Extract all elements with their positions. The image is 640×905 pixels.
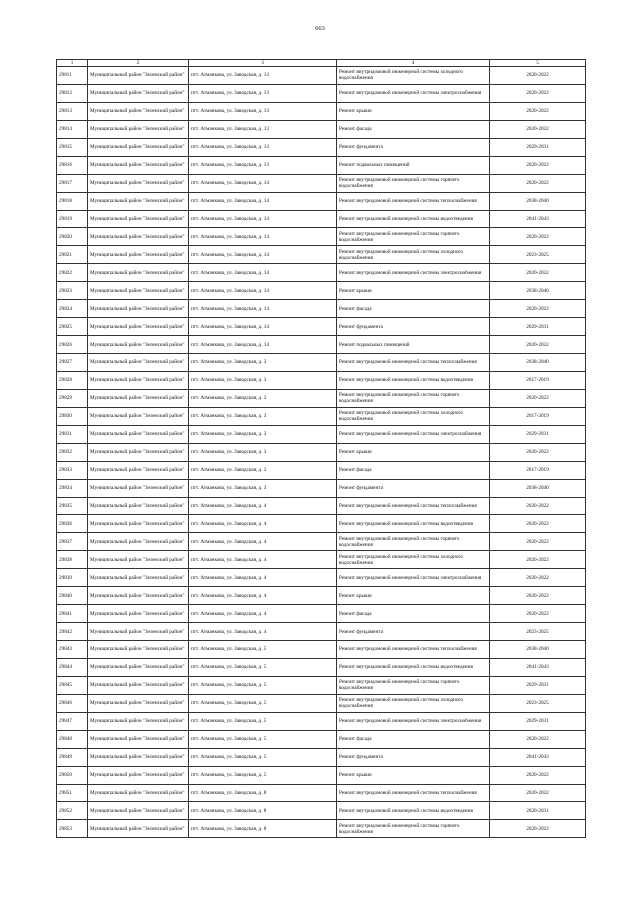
row-number-cell: 29841 bbox=[57, 605, 88, 623]
work-type-cell: Ремонт фундамента bbox=[337, 479, 490, 497]
work-type-cell: Ремонт внутридомовой инженерной системы водоотведения bbox=[337, 515, 490, 533]
work-type-cell: Ремонт внутридомовой инженерной системы горячего водоснабжения bbox=[337, 228, 490, 246]
work-type-cell: Ремонт подвальных помещений bbox=[337, 336, 490, 354]
table-row bbox=[57, 246, 586, 264]
row-number-cell: 29824 bbox=[57, 300, 88, 318]
address-cell: пгт. Атманкова, ул. Заводская, д. 4 bbox=[189, 569, 337, 587]
work-type-cell: Ремонт внутридомовой инженерной системы горячего водоснабжения bbox=[337, 676, 490, 694]
header-row bbox=[57, 60, 586, 67]
table-row bbox=[57, 389, 586, 407]
municipality-cell: Муниципальный район "Зеленский район" bbox=[88, 551, 189, 569]
work-type-cell: Ремонт подвальных помещений bbox=[337, 156, 490, 174]
municipality-cell: Муниципальный район "Зеленский район" bbox=[88, 730, 189, 748]
work-type-cell: Ремонт внутридомовой инженерной системы электроснабжения bbox=[337, 84, 490, 102]
work-type-cell: Ремонт крыши bbox=[337, 443, 490, 461]
address-cell: пгт. Атманкова, ул. Заводская, д. 3 bbox=[189, 407, 337, 425]
row-number-cell: 29853 bbox=[57, 820, 88, 838]
period-cell: 2029-2031 bbox=[490, 676, 586, 694]
work-type-cell: Ремонт внутридомовой инженерной системы теплоснабжения bbox=[337, 354, 490, 372]
table-row bbox=[57, 605, 586, 623]
address-cell: пгт. Атманкова, ул. Заводская, д. 13 bbox=[189, 84, 337, 102]
row-number-cell: 29834 bbox=[57, 479, 88, 497]
table-row bbox=[57, 694, 586, 712]
municipality-cell: Муниципальный район "Зеленский район" bbox=[88, 300, 189, 318]
period-cell: 2020-2022 bbox=[490, 84, 586, 102]
table-row bbox=[57, 174, 586, 192]
column-header-1: 1 bbox=[57, 60, 88, 67]
row-number-cell: 29813 bbox=[57, 102, 88, 120]
table-row bbox=[57, 551, 586, 569]
work-type-cell: Ремонт фасада bbox=[337, 605, 490, 623]
work-type-cell: Ремонт внутридомовой инженерной системы теплоснабжения bbox=[337, 192, 490, 210]
period-cell: 2017-2019 bbox=[490, 371, 586, 389]
municipality-cell: Муниципальный район "Зеленский район" bbox=[88, 569, 189, 587]
work-type-cell: Ремонт фундамента bbox=[337, 623, 490, 641]
work-type-cell: Ремонт внутридомовой инженерной системы холодного водоснабжения bbox=[337, 246, 490, 264]
capital-repair-table bbox=[56, 59, 586, 838]
municipality-cell: Муниципальный район "Зеленский район" bbox=[88, 443, 189, 461]
row-number-cell: 29842 bbox=[57, 623, 88, 641]
row-number-cell: 29820 bbox=[57, 228, 88, 246]
table-row bbox=[57, 515, 586, 533]
table-row bbox=[57, 264, 586, 282]
row-number-cell: 29829 bbox=[57, 389, 88, 407]
row-number-cell: 29823 bbox=[57, 282, 88, 300]
municipality-cell: Муниципальный район "Зеленский район" bbox=[88, 156, 189, 174]
municipality-cell: Муниципальный район "Зеленский район" bbox=[88, 712, 189, 730]
work-type-cell: Ремонт внутридомовой инженерной системы теплоснабжения bbox=[337, 497, 490, 515]
address-cell: пгт. Атманкова, ул. Заводская, д. 14 bbox=[189, 300, 337, 318]
period-cell: 2020-2022 bbox=[490, 587, 586, 605]
municipality-cell: Муниципальный район "Зеленский район" bbox=[88, 658, 189, 676]
row-number-cell: 29817 bbox=[57, 174, 88, 192]
period-cell: 2017-2019 bbox=[490, 461, 586, 479]
address-cell: пгт. Атманкова, ул. Заводская, д. 13 bbox=[189, 156, 337, 174]
work-type-cell: Ремонт фундамента bbox=[337, 318, 490, 336]
address-cell: пгт. Атманкова, ул. Заводская, д. 14 bbox=[189, 282, 337, 300]
table-row bbox=[57, 623, 586, 641]
municipality-cell: Муниципальный район "Зеленский район" bbox=[88, 497, 189, 515]
municipality-cell: Муниципальный район "Зеленский район" bbox=[88, 425, 189, 443]
municipality-cell: Муниципальный район "Зеленский район" bbox=[88, 120, 189, 138]
table-row bbox=[57, 84, 586, 102]
table-row bbox=[57, 67, 586, 85]
table-row bbox=[57, 641, 586, 659]
period-cell: 2017-2019 bbox=[490, 407, 586, 425]
municipality-cell: Муниципальный район "Зеленский район" bbox=[88, 174, 189, 192]
table-row bbox=[57, 228, 586, 246]
period-cell: 2038-2040 bbox=[490, 282, 586, 300]
municipality-cell: Муниципальный район "Зеленский район" bbox=[88, 676, 189, 694]
work-type-cell: Ремонт внутридомовой инженерной системы водоотведения bbox=[337, 371, 490, 389]
period-cell: 2038-2040 bbox=[490, 192, 586, 210]
table-row bbox=[57, 102, 586, 120]
address-cell: пгт. Атманкова, ул. Заводская, д. 3 bbox=[189, 371, 337, 389]
work-type-cell: Ремонт крыши bbox=[337, 587, 490, 605]
period-cell: 2023-2025 bbox=[490, 623, 586, 641]
address-cell: пгт. Атманкова, ул. Заводская, д. 5 bbox=[189, 694, 337, 712]
work-type-cell: Ремонт крыши bbox=[337, 282, 490, 300]
municipality-cell: Муниципальный район "Зеленский район" bbox=[88, 264, 189, 282]
table-row bbox=[57, 766, 586, 784]
work-type-cell: Ремонт внутридомовой инженерной системы электроснабжения bbox=[337, 569, 490, 587]
table-row bbox=[57, 354, 586, 372]
municipality-cell: Муниципальный район "Зеленский район" bbox=[88, 138, 189, 156]
work-type-cell: Ремонт внутридомовой инженерной системы электроснабжения bbox=[337, 264, 490, 282]
table-row bbox=[57, 676, 586, 694]
municipality-cell: Муниципальный район "Зеленский район" bbox=[88, 318, 189, 336]
work-type-cell: Ремонт внутридомовой инженерной системы теплоснабжения bbox=[337, 641, 490, 659]
municipality-cell: Муниципальный район "Зеленский район" bbox=[88, 407, 189, 425]
municipality-cell: Муниципальный район "Зеленский район" bbox=[88, 282, 189, 300]
row-number-cell: 29837 bbox=[57, 533, 88, 551]
period-cell: 2020-2022 bbox=[490, 120, 586, 138]
row-number-cell: 29852 bbox=[57, 802, 88, 820]
page-number: 663 bbox=[315, 25, 325, 32]
municipality-cell: Муниципальный район "Зеленский район" bbox=[88, 246, 189, 264]
work-type-cell: Ремонт внутридомовой инженерной системы горячего водоснабжения bbox=[337, 533, 490, 551]
address-cell: пгт. Атманкова, ул. Заводская, д. 14 bbox=[189, 246, 337, 264]
period-cell: 2020-2022 bbox=[490, 497, 586, 515]
row-number-cell: 29844 bbox=[57, 658, 88, 676]
address-cell: пгт. Атманкова, ул. Заводская, д. 4 bbox=[189, 623, 337, 641]
period-cell: 2020-2022 bbox=[490, 820, 586, 838]
period-cell: 2029-2031 bbox=[490, 425, 586, 443]
row-number-cell: 29843 bbox=[57, 641, 88, 659]
address-cell: пгт. Атманкова, ул. Заводская, д. 5 bbox=[189, 748, 337, 766]
work-type-cell: Ремонт фасада bbox=[337, 300, 490, 318]
work-type-cell: Ремонт фундамента bbox=[337, 138, 490, 156]
address-cell: пгт. Атманкова, ул. Заводская, д. 5 bbox=[189, 658, 337, 676]
row-number-cell: 29814 bbox=[57, 120, 88, 138]
row-number-cell: 29818 bbox=[57, 192, 88, 210]
row-number-cell: 29845 bbox=[57, 676, 88, 694]
period-cell: 2020-2022 bbox=[490, 551, 586, 569]
row-number-cell: 29846 bbox=[57, 694, 88, 712]
row-number-cell: 29825 bbox=[57, 318, 88, 336]
municipality-cell: Муниципальный район "Зеленский район" bbox=[88, 515, 189, 533]
work-type-cell: Ремонт фасада bbox=[337, 120, 490, 138]
period-cell: 2020-2022 bbox=[490, 156, 586, 174]
address-cell: пгт. Атманкова, ул. Заводская, д. 4 bbox=[189, 515, 337, 533]
period-cell: 2038-2040 bbox=[490, 641, 586, 659]
address-cell: пгт. Атманкова, ул. Заводская, д. 5 bbox=[189, 766, 337, 784]
work-type-cell: Ремонт крыши bbox=[337, 102, 490, 120]
address-cell: пгт. Атманкова, ул. Заводская, д. 14 bbox=[189, 336, 337, 354]
work-type-cell: Ремонт внутридомовой инженерной системы электроснабжения bbox=[337, 425, 490, 443]
work-type-cell: Ремонт внутридомовой инженерной системы водоотведения bbox=[337, 210, 490, 228]
table-row bbox=[57, 210, 586, 228]
work-type-cell: Ремонт фасада bbox=[337, 730, 490, 748]
row-number-cell: 29839 bbox=[57, 569, 88, 587]
address-cell: пгт. Атманкова, ул. Заводская, д. 3 bbox=[189, 479, 337, 497]
municipality-cell: Муниципальный район "Зеленский район" bbox=[88, 748, 189, 766]
row-number-cell: 29822 bbox=[57, 264, 88, 282]
period-cell: 2020-2022 bbox=[490, 264, 586, 282]
period-cell: 2020-2022 bbox=[490, 389, 586, 407]
period-cell: 2041-2043 bbox=[490, 210, 586, 228]
period-cell: 2023-2025 bbox=[490, 694, 586, 712]
work-type-cell: Ремонт внутридомовой инженерной системы холодного водоснабжения bbox=[337, 694, 490, 712]
address-cell: пгт. Атманкова, ул. Заводская, д. 14 bbox=[189, 192, 337, 210]
table-row bbox=[57, 479, 586, 497]
period-cell: 2020-2022 bbox=[490, 730, 586, 748]
row-number-cell: 29848 bbox=[57, 730, 88, 748]
period-cell: 2041-2043 bbox=[490, 658, 586, 676]
address-cell: пгт. Атманкова, ул. Заводская, д. 4 bbox=[189, 497, 337, 515]
municipality-cell: Муниципальный район "Зеленский район" bbox=[88, 67, 189, 85]
column-header-3: 3 bbox=[189, 60, 337, 67]
period-cell: 2020-2022 bbox=[490, 443, 586, 461]
row-number-cell: 29833 bbox=[57, 461, 88, 479]
period-cell: 2041-2043 bbox=[490, 748, 586, 766]
table-body bbox=[57, 67, 586, 838]
work-type-cell: Ремонт фасада bbox=[337, 461, 490, 479]
address-cell: пгт. Атманкова, ул. Заводская, д. 5 bbox=[189, 730, 337, 748]
work-type-cell: Ремонт внутридомовой инженерной системы горячего водоснабжения bbox=[337, 820, 490, 838]
row-number-cell: 29836 bbox=[57, 515, 88, 533]
municipality-cell: Муниципальный район "Зеленский район" bbox=[88, 694, 189, 712]
municipality-cell: Муниципальный район "Зеленский район" bbox=[88, 605, 189, 623]
address-cell: пгт. Атманкова, ул. Заводская, д. 4 bbox=[189, 551, 337, 569]
work-type-cell: Ремонт внутридомовой инженерной системы холодного водоснабжения bbox=[337, 407, 490, 425]
work-type-cell: Ремонт фундамента bbox=[337, 748, 490, 766]
address-cell: пгт. Атманкова, ул. Заводская, д. 13 bbox=[189, 138, 337, 156]
address-cell: пгт. Атманкова, ул. Заводская, д. 14 bbox=[189, 264, 337, 282]
period-cell: 2020-2031 bbox=[490, 802, 586, 820]
address-cell: пгт. Атманкова, ул. Заводская, д. 14 bbox=[189, 228, 337, 246]
period-cell: 2020-2022 bbox=[490, 784, 586, 802]
table-row bbox=[57, 802, 586, 820]
table-row bbox=[57, 748, 586, 766]
address-cell: пгт. Атманкова, ул. Заводская, д. 5 bbox=[189, 712, 337, 730]
table-row bbox=[57, 156, 586, 174]
table-header bbox=[57, 60, 586, 67]
address-cell: пгт. Атманкова, ул. Заводская, д. 8 bbox=[189, 784, 337, 802]
address-cell: пгт. Атманкова, ул. Заводская, д. 3 bbox=[189, 425, 337, 443]
municipality-cell: Муниципальный район "Зеленский район" bbox=[88, 84, 189, 102]
work-type-cell: Ремонт внутридомовой инженерной системы холодного водоснабжения bbox=[337, 67, 490, 85]
table-row bbox=[57, 461, 586, 479]
work-type-cell: Ремонт внутридомовой инженерной системы электроснабжения bbox=[337, 712, 490, 730]
table-row bbox=[57, 300, 586, 318]
period-cell: 2038-2040 bbox=[490, 479, 586, 497]
period-cell: 2038-2040 bbox=[490, 354, 586, 372]
table-row bbox=[57, 336, 586, 354]
table-row bbox=[57, 407, 586, 425]
row-number-cell: 29832 bbox=[57, 443, 88, 461]
table-row bbox=[57, 425, 586, 443]
municipality-cell: Муниципальный район "Зеленский район" bbox=[88, 461, 189, 479]
row-number-cell: 29812 bbox=[57, 84, 88, 102]
municipality-cell: Муниципальный район "Зеленский район" bbox=[88, 820, 189, 838]
period-cell: 2020-2022 bbox=[490, 300, 586, 318]
work-type-cell: Ремонт внутридомовой инженерной системы горячего водоснабжения bbox=[337, 174, 490, 192]
work-type-cell: Ремонт крыши bbox=[337, 766, 490, 784]
address-cell: пгт. Атманкова, ул. Заводская, д. 13 bbox=[189, 120, 337, 138]
municipality-cell: Муниципальный район "Зеленский район" bbox=[88, 641, 189, 659]
period-cell: 2020-2022 bbox=[490, 569, 586, 587]
municipality-cell: Муниципальный район "Зеленский район" bbox=[88, 389, 189, 407]
municipality-cell: Муниципальный район "Зеленский район" bbox=[88, 802, 189, 820]
period-cell: 2020-2022 bbox=[490, 515, 586, 533]
municipality-cell: Муниципальный район "Зеленский район" bbox=[88, 623, 189, 641]
table-row bbox=[57, 712, 586, 730]
table-row bbox=[57, 497, 586, 515]
row-number-cell: 29826 bbox=[57, 336, 88, 354]
address-cell: пгт. Атманкова, ул. Заводская, д. 14 bbox=[189, 318, 337, 336]
address-cell: пгт. Атманкова, ул. Заводская, д. 14 bbox=[189, 174, 337, 192]
table-row bbox=[57, 658, 586, 676]
period-cell: 2020-2022 bbox=[490, 102, 586, 120]
address-cell: пгт. Атманкова, ул. Заводская, д. 3 bbox=[189, 354, 337, 372]
address-cell: пгт. Атманкова, ул. Заводская, д. 8 bbox=[189, 802, 337, 820]
municipality-cell: Муниципальный район "Зеленский район" bbox=[88, 354, 189, 372]
column-header-2: 2 bbox=[88, 60, 189, 67]
row-number-cell: 29827 bbox=[57, 354, 88, 372]
municipality-cell: Муниципальный район "Зеленский район" bbox=[88, 192, 189, 210]
address-cell: пгт. Атманкова, ул. Заводская, д. 4 bbox=[189, 587, 337, 605]
municipality-cell: Муниципальный район "Зеленский район" bbox=[88, 784, 189, 802]
period-cell: 2029-2031 bbox=[490, 138, 586, 156]
work-type-cell: Ремонт внутридомовой инженерной системы горячего водоснабжения bbox=[337, 389, 490, 407]
column-header-4: 4 bbox=[337, 60, 490, 67]
period-cell: 2020-2022 bbox=[490, 533, 586, 551]
period-cell: 2020-2022 bbox=[490, 336, 586, 354]
address-cell: пгт. Атманкова, ул. Заводская, д. 4 bbox=[189, 605, 337, 623]
table-row bbox=[57, 730, 586, 748]
address-cell: пгт. Атманкова, ул. Заводская, д. 3 bbox=[189, 461, 337, 479]
address-cell: пгт. Атманкова, ул. Заводская, д. 13 bbox=[189, 67, 337, 85]
municipality-cell: Муниципальный район "Зеленский район" bbox=[88, 336, 189, 354]
table-row bbox=[57, 138, 586, 156]
address-cell: пгт. Атманкова, ул. Заводская, д. 4 bbox=[189, 533, 337, 551]
table-row bbox=[57, 371, 586, 389]
address-cell: пгт. Атманкова, ул. Заводская, д. 3 bbox=[189, 389, 337, 407]
table-row bbox=[57, 443, 586, 461]
period-cell: 2020-2022 bbox=[490, 228, 586, 246]
period-cell: 2029-2031 bbox=[490, 318, 586, 336]
row-number-cell: 29815 bbox=[57, 138, 88, 156]
municipality-cell: Муниципальный район "Зеленский район" bbox=[88, 766, 189, 784]
row-number-cell: 29816 bbox=[57, 156, 88, 174]
row-number-cell: 29831 bbox=[57, 425, 88, 443]
table-row bbox=[57, 784, 586, 802]
address-cell: пгт. Атманкова, ул. Заводская, д. 8 bbox=[189, 820, 337, 838]
work-type-cell: Ремонт внутридомовой инженерной системы холодного водоснабжения bbox=[337, 551, 490, 569]
municipality-cell: Муниципальный район "Зеленский район" bbox=[88, 210, 189, 228]
table-row bbox=[57, 820, 586, 838]
municipality-cell: Муниципальный район "Зеленский район" bbox=[88, 228, 189, 246]
municipality-cell: Муниципальный район "Зеленский район" bbox=[88, 587, 189, 605]
row-number-cell: 29850 bbox=[57, 766, 88, 784]
table-row bbox=[57, 120, 586, 138]
work-type-cell: Ремонт внутридомовой инженерной системы теплоснабжения bbox=[337, 784, 490, 802]
table-row bbox=[57, 587, 586, 605]
period-cell: 2029-2031 bbox=[490, 712, 586, 730]
address-cell: пгт. Атманкова, ул. Заводская, д. 5 bbox=[189, 641, 337, 659]
work-type-cell: Ремонт внутридомовой инженерной системы водоотведения bbox=[337, 802, 490, 820]
table-row bbox=[57, 569, 586, 587]
table-row bbox=[57, 282, 586, 300]
period-cell: 2020-2022 bbox=[490, 766, 586, 784]
row-number-cell: 29840 bbox=[57, 587, 88, 605]
municipality-cell: Муниципальный район "Зеленский район" bbox=[88, 371, 189, 389]
row-number-cell: 29830 bbox=[57, 407, 88, 425]
column-header-5: 5 bbox=[490, 60, 586, 67]
row-number-cell: 29849 bbox=[57, 748, 88, 766]
row-number-cell: 29811 bbox=[57, 67, 88, 85]
address-cell: пгт. Атманкова, ул. Заводская, д. 13 bbox=[189, 102, 337, 120]
address-cell: пгт. Атманкова, ул. Заводская, д. 14 bbox=[189, 210, 337, 228]
period-cell: 2020-2022 bbox=[490, 174, 586, 192]
row-number-cell: 29847 bbox=[57, 712, 88, 730]
period-cell: 2020-2022 bbox=[490, 67, 586, 85]
table-row bbox=[57, 533, 586, 551]
table-row bbox=[57, 318, 586, 336]
period-cell: 2023-2025 bbox=[490, 246, 586, 264]
row-number-cell: 29828 bbox=[57, 371, 88, 389]
row-number-cell: 29821 bbox=[57, 246, 88, 264]
period-cell: 2020-2022 bbox=[490, 605, 586, 623]
municipality-cell: Муниципальный район "Зеленский район" bbox=[88, 102, 189, 120]
row-number-cell: 29835 bbox=[57, 497, 88, 515]
municipality-cell: Муниципальный район "Зеленский район" bbox=[88, 533, 189, 551]
municipality-cell: Муниципальный район "Зеленский район" bbox=[88, 479, 189, 497]
address-cell: пгт. Атманкова, ул. Заводская, д. 3 bbox=[189, 443, 337, 461]
table-row bbox=[57, 192, 586, 210]
work-type-cell: Ремонт внутридомовой инженерной системы водоотведения bbox=[337, 658, 490, 676]
address-cell: пгт. Атманкова, ул. Заводская, д. 5 bbox=[189, 676, 337, 694]
row-number-cell: 29838 bbox=[57, 551, 88, 569]
row-number-cell: 29851 bbox=[57, 784, 88, 802]
row-number-cell: 29819 bbox=[57, 210, 88, 228]
